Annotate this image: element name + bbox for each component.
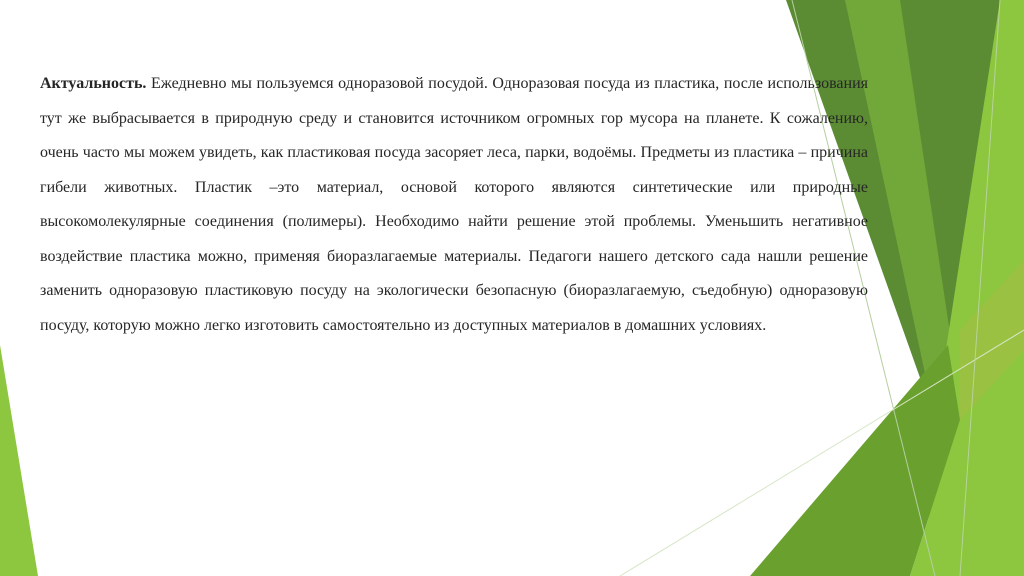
paragraph-heading: Актуальность.: [40, 75, 147, 92]
left-edge-facet: [0, 345, 38, 576]
body-paragraph: [40, 67, 868, 343]
paragraph-body: Ежедневно мы пользуемся одноразовой посудой. Одноразовая посуда из пластика, после использования тут же выбрасывается в природную среду и становится источником огромных гор мусора на планете. К сожалению, очень часто мы можем увидеть, как пластиковая посуда засоряет леса, парки, водоёмы. Предметы из пластика – причина гибели животных. Пластик –это материал, основой которого являются синтетические или природные высокомолекулярные соединения (полимеры). Необходимо найти решение этой проблемы. Уменьшить негативное воздействие пластика можно, применяя биоразлагаемые материалы. Педагоги нашего детского сада нашли решение заменить одноразовую пластиковую посуду на экологически безопасную (биоразлагаемую, съедобную) одноразовую посуду, которую можно легко изготовить самостоятельно из доступных материалов в домашних условиях.: [40, 75, 868, 334]
